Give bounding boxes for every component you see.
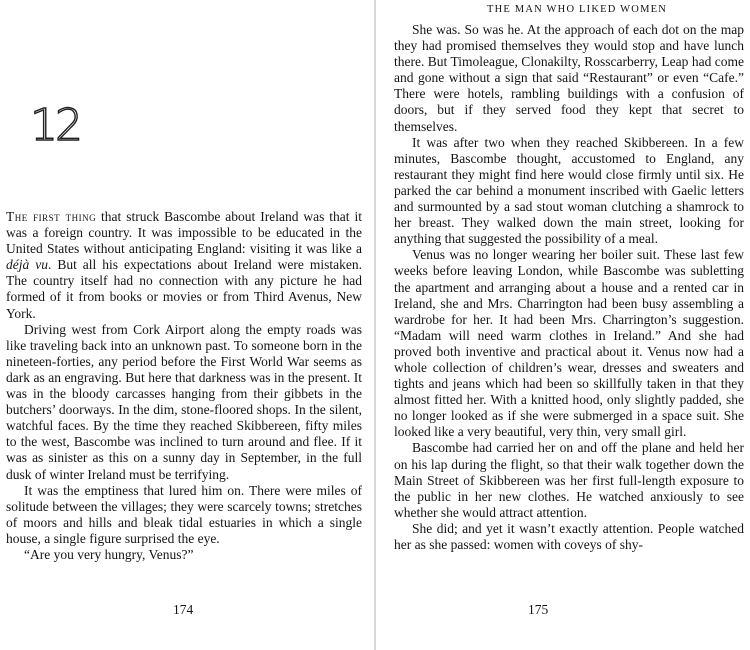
paragraph-text: that struck Bascombe about Ireland was that it was a foreign country. It was impossible to be educated in the United States without anticipating England: visiting it was like a — [6, 209, 362, 257]
right-page — [376, 0, 750, 650]
chapter-number: 12 — [30, 100, 80, 151]
paragraph: She was. So was he. At the approach of each dot on the map they had promised themselves they would stop and have lunch there. But Timoleague, Clonakilty, Rosscarberry, Leap had come and gone without a sign that said “Restaurant” or even “Cafe.” There were hotels, rambling buildings with a confusion of doors, but if they served food they kept that secret to themselves. — [394, 22, 744, 134]
italic-phrase: déjà vu — [6, 257, 48, 273]
paragraph: “Are you very hungry, Venus?” — [24, 546, 194, 562]
paragraph: Driving west from Cork Airport along the empty roads was like traveling back into an unknown past. To someone born in the nineteen-forties, any period before the First World War seems as dark as an engraving. But here that darkness was in the present. It was in the bloody carcasses hanging from their gibbets in the butchers’ doorways. In the dim, stone-floored shops. In the silent, watchful faces. By the time they reached Skibbereen, fifty miles to the west, Bascombe was inclined to turn around and flee. If it was as sinister as this on a sunny day in September, in the full dusk of winter Ireland must be terrifying. — [6, 321, 362, 482]
paragraph: She did; and yet it wasn’t exactly attention. People watched her as she passed: women with coveys of shy- — [394, 520, 744, 552]
page-number: 175 — [528, 602, 549, 617]
right-text-column — [394, 22, 744, 553]
paragraph: It was the emptiness that lured him on. There were miles of solitude between the villages; they were scarcely towns; stretches of moors and hills and bleak tidal estuaries in which a single house, a single figure surprised the eye. — [6, 482, 362, 546]
opening-small-caps: The first thing — [6, 209, 97, 224]
left-text-column — [6, 209, 362, 563]
paragraph: It was after two when they reached Skibbereen. In a few minutes, Bascombe thought, accustomed to England, any restaurant they might find here would close firmly until six. He parked the car behind a monument inscribed with Gaelic letters and surmounted by a sad stout woman clutching a shamrock to her breast. They walked down the main street, looking for anything that suggested the possibility of a meal. — [394, 134, 744, 247]
paragraph: Venus was no longer wearing her boiler suit. These last few weeks before leaving London, while Bascombe was subletting the apartment and arranging about a house and a rented car in Ireland, she and Mrs. Charrington had been busy assembling a wardrobe for her. It had been Mrs. Charrington’s suggestion. “Madam will need warm clothes in Ireland.” And she had proved both inventive and practical about it. Venus now had a whole collection of children’s wear, dresses and sweaters and tights and jeans which had been so skillfully taken in that they almost fitted her. With a knitted hood, only slightly padded, she no longer looked as if she were submerged in a space suit. She looked like a very beautiful, very thin, very small girl. — [394, 247, 744, 440]
running-header: THE MAN WHO LIKED WOMEN — [486, 4, 668, 15]
page-number: 174 — [173, 602, 194, 617]
paragraph-text: . But all his expectations about Ireland were mistaken. The country itself had no connection with any picture he had formed of it from books or movies or from Third Avenus, New York. — [6, 257, 362, 321]
paragraph — [6, 209, 362, 322]
paragraph: Bascombe had carried her on and off the plane and held her on his lap during the flight, so that their walk together down the Main Street of Skibbereen was her first full-length exposure to the public in her new clothes. He watched anxiously to see whether she would attract attention. — [394, 440, 744, 520]
